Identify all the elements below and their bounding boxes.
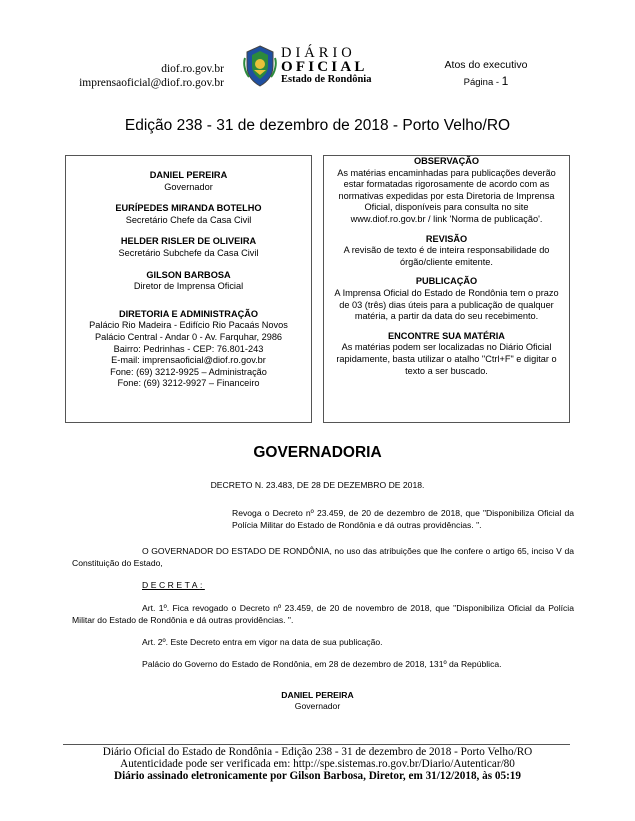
official-role: Secretário Chefe da Casa Civil xyxy=(125,214,252,225)
direction-block xyxy=(66,309,311,390)
logo-subtitle: Estado de Rondônia xyxy=(281,74,372,85)
notice-title: OBSERVAÇÃO xyxy=(413,156,479,166)
page-label: Página - xyxy=(463,77,500,88)
official-name: DANIEL PEREIRA xyxy=(149,170,228,180)
decree-art2 xyxy=(72,637,574,649)
direction-line: Fone: (69) 3212-9925 – Administração xyxy=(110,366,267,377)
official-entry xyxy=(66,170,311,193)
header-page xyxy=(430,74,542,90)
notice-encontre xyxy=(324,331,569,377)
preamble-text: O GOVERNADOR DO ESTADO DE RONDÔNIA, no uso das atribuições que lhe confere o artigo 65, inciso V da Constituição do Estado, xyxy=(72,546,574,568)
direction-line: E-mail: imprensaoficial@diof.ro.gov.br xyxy=(111,355,266,366)
header-site-link[interactable]: diof.ro.gov.br xyxy=(161,63,224,75)
header-section: Atos do executivo xyxy=(444,59,528,71)
footer xyxy=(0,746,635,782)
footer-divider xyxy=(63,744,570,745)
notice-text: A Imprensa Oficial do Estado de Rondônia tem o prazo de 03 (três) dias úteis para a publicação de qualquer matéria, a partir da data do seu recebimento. xyxy=(334,287,559,322)
rondonia-coat-of-arms-icon xyxy=(243,44,277,88)
notice-title: ENCONTRE SUA MATÉRIA xyxy=(388,330,505,341)
logo-title: DIÁRIO xyxy=(281,45,356,61)
footer-authenticity-link[interactable]: Autenticidade pode ser verificada em: http://spe.sistemas.ro.gov.br/Diario/Autenticar/80 xyxy=(120,758,515,770)
decree-ementa: Revoga o Decreto nº 23.459, de 20 de dezembro de 2018, que "Disponibiliza Oficial da Polícia Militar do Estado de Rondônia e dá outras providências. ". xyxy=(232,508,574,530)
closing-text: Palácio do Governo do Estado de Rondônia, em 28 de dezembro de 2018, 131º da República. xyxy=(142,659,502,669)
edition-title: Edição 238 - 31 de dezembro de 2018 - Porto Velho/RO xyxy=(124,117,511,134)
officials-box xyxy=(65,155,312,423)
notice-text: A revisão de texto é de inteira responsabilidade do órgão/cliente emitente. xyxy=(343,245,550,267)
decreta-heading: DECRETA: xyxy=(142,580,205,590)
decree-preamble xyxy=(72,546,574,569)
decreta-text: DECRETA xyxy=(142,580,200,590)
notice-publicacao xyxy=(324,276,569,322)
footer-line1: Diário Oficial do Estado de Rondônia - Edição 238 - 31 de dezembro de 2018 - Porto Velho/RO xyxy=(102,746,533,758)
signer-name: DANIEL PEREIRA xyxy=(281,690,354,700)
official-entry xyxy=(66,270,311,293)
decree-closing xyxy=(72,659,574,671)
official-role: Governador xyxy=(164,181,213,192)
notice-title: PUBLICAÇÃO xyxy=(415,276,478,287)
direction-line: Fone: (69) 3212-9927 – Financeiro xyxy=(117,378,260,389)
official-role: Secretário Subchefe da Casa Civil xyxy=(118,247,259,258)
page-number: 1 xyxy=(501,74,509,88)
direction-line: Palácio Central - Andar 0 - Av. Farquhar, 2986 xyxy=(94,331,283,342)
direction-line: Palácio Rio Madeira - Edifício Rio Pacaás Novos xyxy=(89,320,288,331)
header-contact xyxy=(0,62,224,90)
logo-title-oficial: OFICIAL xyxy=(281,59,368,75)
notice-title: REVISÃO xyxy=(425,233,468,244)
decree-title: DECRETO N. 23.483, DE 28 DE DEZEMBRO DE 2018. xyxy=(210,480,425,490)
art2-text: Art. 2º. Este Decreto entra em vigor na data de sua publicação. xyxy=(142,637,383,647)
notice-text: As matérias encaminhadas para publicações deverão estar formatadas rigorosamente de acordo com as normativas expedidas por esta Diretoria de Imprensa Oficial, disponíveis para consulta no site www.diof.ro.gov.br / link 'Norma de publicação'. xyxy=(337,167,556,224)
signer-role: Governador xyxy=(294,701,341,711)
official-name: HELDER RISLER DE OLIVEIRA xyxy=(120,236,257,247)
official-entry xyxy=(66,203,311,226)
decree-art1 xyxy=(72,603,574,626)
footer-signature: Diário assinado eletronicamente por Gilson Barbosa, Diretor, em 31/12/2018, às 05:19 xyxy=(114,770,521,782)
section-title: GOVERNADORIA xyxy=(253,444,382,461)
notice-text: As matérias podem ser localizadas no Diário Oficial rapidamente, basta utilizar o atalho "Ctrl+F" e digitar o texto a ser buscado. xyxy=(336,342,557,376)
official-role: Diretor de Imprensa Oficial xyxy=(133,281,244,292)
signature-block xyxy=(0,690,635,712)
notice-revisao xyxy=(324,234,569,269)
direction-line: Bairro: Pedrinhas - CEP: 76.801-243 xyxy=(113,343,264,354)
notice-observacao xyxy=(324,156,569,226)
notices-box xyxy=(323,155,570,423)
official-name: EURÍPEDES MIRANDA BOTELHO xyxy=(115,203,262,214)
official-name: GILSON BARBOSA xyxy=(146,269,231,280)
header-email-link[interactable]: imprensaoficial@diof.ro.gov.br xyxy=(79,77,224,89)
official-entry xyxy=(66,236,311,259)
art1-text: Art. 1º. Fica revogado o Decreto nº 23.459, de 20 de novembro de 2018, que "Disponibiliza Oficial da Polícia Militar do Estado de Rondônia e dá outras providências. ". xyxy=(72,603,574,625)
direction-title: DIRETORIA E ADMINISTRAÇÃO xyxy=(118,308,258,319)
